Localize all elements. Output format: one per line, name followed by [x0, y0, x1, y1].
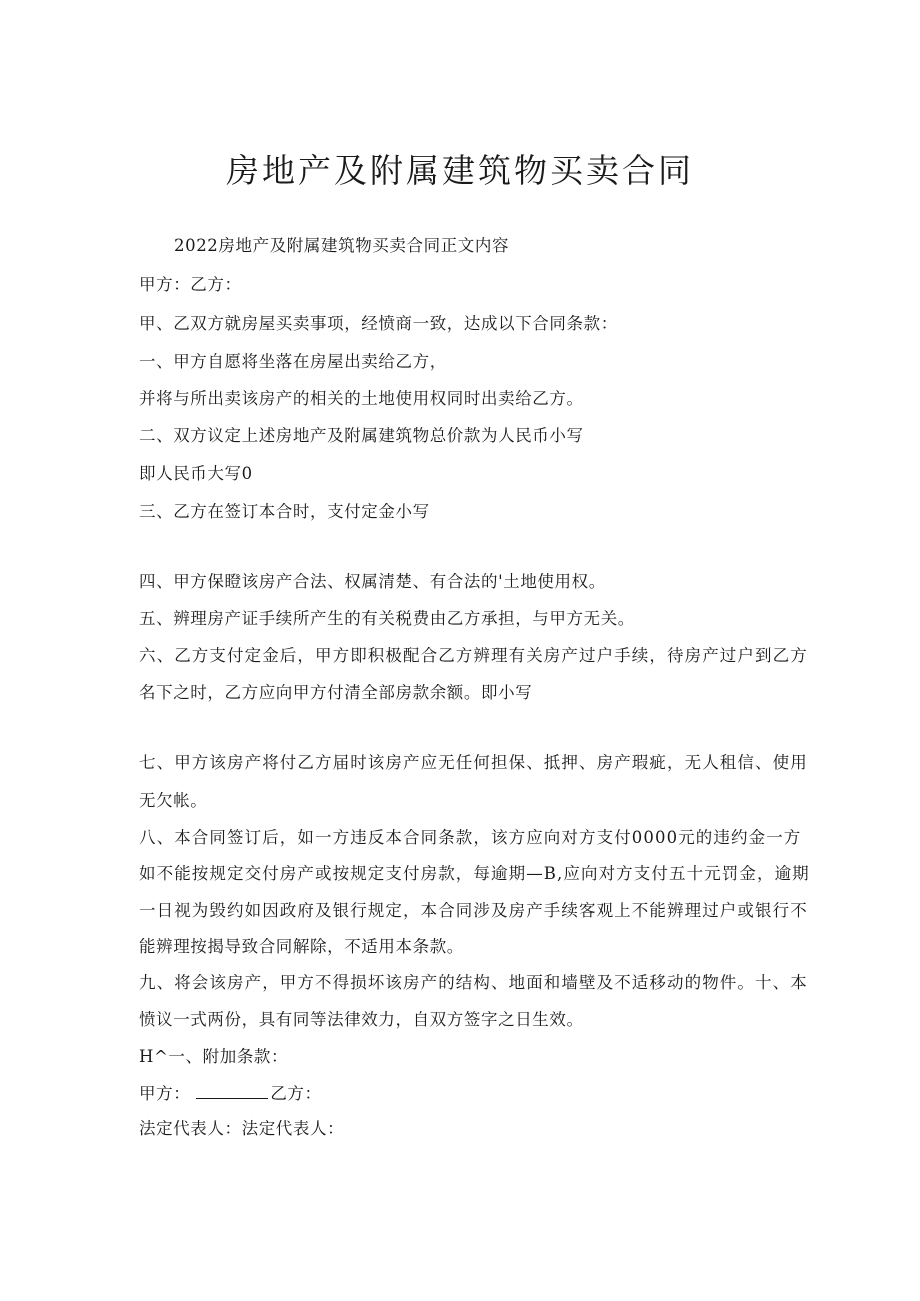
clause-9-line-1: 九、将会该房产，甲方不得损坏该房产的结构、地面和墙壁及不适移动的物件。十、本	[139, 973, 808, 992]
clause-3-line: 三、乙方在签订本合时，支付定金小写	[139, 502, 430, 521]
clause-5-line: 五、辨理房产证手续所产生的有关税费由乙方承担，与甲方无关。	[139, 609, 635, 628]
clause-8-line-4: 能辨理按揭导致合同解除，不适用本条款。	[139, 937, 464, 956]
clause-8-line-1: 八、本合同签订后，如一方违反本合同条款，该方应向对方支付0000元的违约金一方	[139, 828, 802, 847]
clause-8-line-2: 如不能按规定交付房产或按规定支付房款，每逾期—B,应向对方支付五十元罚金，逾期	[139, 864, 810, 883]
document-subtitle: 2022房地产及附属建筑物买卖合同正文内容	[174, 236, 510, 255]
clause-8-line-3: 一日视为毁约如因政府及银行规定，本合同涉及房产手续客观上不能辨理过户或银行不	[139, 901, 808, 920]
clause-4-line: 四、甲方保瞪该房产合法、权属清楚、有合法的'土地使用权。	[139, 572, 606, 591]
signature-line	[139, 1082, 789, 1105]
clause-11-line: H^一、附加条款：	[139, 1047, 289, 1066]
party-a-signature-blank	[196, 1082, 268, 1099]
party-a-label: 甲方：	[139, 1084, 191, 1103]
clause-7-line-2: 无欠帐。	[139, 791, 208, 810]
clause-6-line-2: 名下之时，乙方应向甲方付清全部房款余额。即小写	[139, 683, 533, 702]
clause-1-line-2: 并将与所出卖该房产的相关的土地使用权同时出卖给乙方。	[139, 389, 584, 408]
document-title: 房地产及附属建筑物买卖合同	[226, 151, 694, 190]
clause-2-line-1: 二、双方议定上述房地产及附属建筑物总价款为人民币小写	[139, 426, 584, 445]
preamble-line: 甲、乙双方就房屋买卖事项，经愤商一致，达成以下合同条款：	[139, 314, 618, 333]
clause-2-line-2: 即人民币大写0	[139, 464, 253, 483]
clause-9-line-2: 愤议一式两份，具有同等法律效力，自双方签字之日生效。	[139, 1010, 584, 1029]
representatives-line: 法定代表人：法定代表人：	[139, 1119, 345, 1138]
clause-1-line-1: 一、甲方自愿将坐落在房屋出卖给乙方，	[139, 352, 447, 371]
parties-line: 甲方：乙方：	[139, 275, 242, 294]
clause-6-line-1: 六、乙方支付定金后，甲方即积极配合乙方辨理有关房产过户手续，待房产过户到乙方	[139, 646, 808, 665]
clause-7-line-1: 七、甲方该房产将付乙方届时该房产应无任何担保、抵押、房产瑕疵，无人租信、使用	[139, 753, 808, 772]
party-b-label: 乙方：	[270, 1084, 322, 1103]
